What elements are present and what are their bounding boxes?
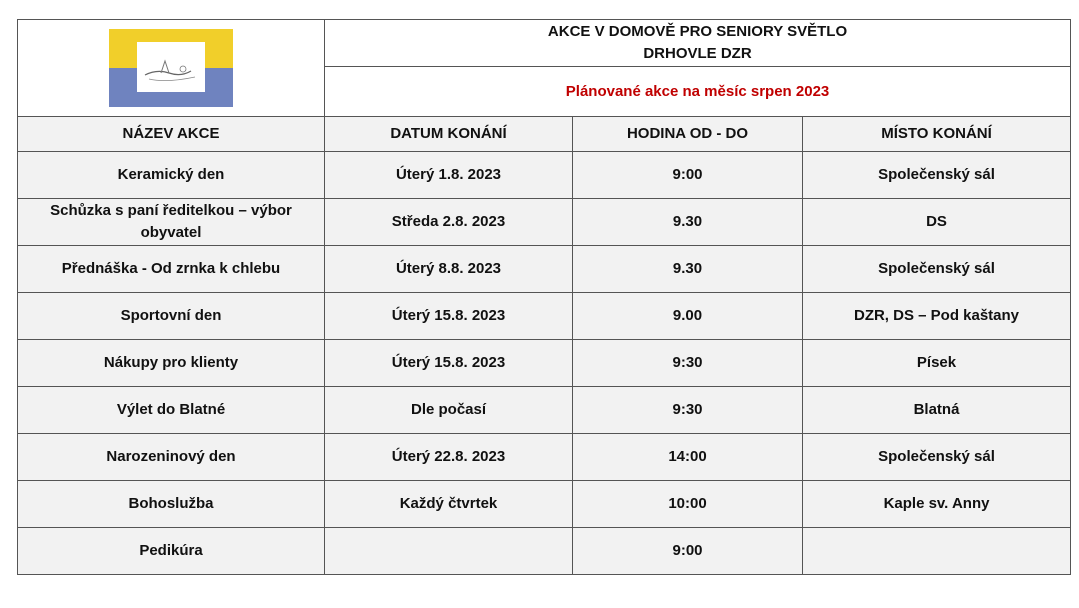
column-header-time: HODINA OD - DO [573, 117, 803, 152]
column-header-name: NÁZEV AKCE [18, 117, 325, 152]
event-name: Nákupy pro klienty [18, 340, 325, 387]
table-row [18, 434, 1071, 481]
event-place [803, 528, 1071, 575]
table-row [18, 340, 1071, 387]
event-date: Úterý 15.8. 2023 [325, 293, 573, 340]
event-name: Přednáška - Od zrnka k chlebu [18, 246, 325, 293]
event-time: 14:00 [573, 434, 803, 481]
event-date: Středa 2.8. 2023 [325, 199, 573, 246]
event-time: 10:00 [573, 481, 803, 528]
event-time: 9:30 [573, 340, 803, 387]
event-name: Pedikúra [18, 528, 325, 575]
table-row [18, 246, 1071, 293]
event-time: 9:30 [573, 387, 803, 434]
event-date: Dle počasí [325, 387, 573, 434]
logo-cell [18, 20, 325, 117]
table-row [18, 387, 1071, 434]
event-date: Úterý 22.8. 2023 [325, 434, 573, 481]
event-time: 9.30 [573, 246, 803, 293]
page-title-line2: DRHOVLE DZR [643, 45, 752, 63]
header-row [18, 117, 1071, 152]
event-place: Společenský sál [803, 152, 1071, 199]
table-row [18, 528, 1071, 575]
events-table [17, 19, 1071, 575]
event-date: Úterý 1.8. 2023 [325, 152, 573, 199]
event-place: Společenský sál [803, 434, 1071, 481]
event-name: Sportovní den [18, 293, 325, 340]
event-date: Úterý 8.8. 2023 [325, 246, 573, 293]
event-name: Bohoslužba [18, 481, 325, 528]
event-date: Každý čtvrtek [325, 481, 573, 528]
page-title-line1: AKCE V DOMOVĚ PRO SENIORY SVĚTLO [547, 23, 848, 41]
event-name: Schůzka s paní ředitelkou – výbor obyvatel [18, 199, 325, 246]
page-subtitle: Plánované akce na měsíc srpen 2023 [325, 67, 1071, 117]
column-header-date: DATUM KONÁNÍ [325, 117, 573, 152]
table-row [18, 293, 1071, 340]
event-name: Výlet do Blatné [18, 387, 325, 434]
table-row [18, 481, 1071, 528]
event-name: Narozeninový den [18, 434, 325, 481]
event-time: 9.00 [573, 293, 803, 340]
event-place: DS [803, 199, 1071, 246]
title-cell [325, 20, 1071, 67]
event-time: 9:00 [573, 528, 803, 575]
event-time: 9:00 [573, 152, 803, 199]
table-row [18, 199, 1071, 246]
event-date [325, 528, 573, 575]
event-place: DZR, DS – Pod kaštany [803, 293, 1071, 340]
event-place: Blatná [803, 387, 1071, 434]
event-place: Písek [803, 340, 1071, 387]
event-place: Kaple sv. Anny [803, 481, 1071, 528]
event-date: Úterý 15.8. 2023 [325, 340, 573, 387]
event-name: Keramický den [18, 152, 325, 199]
events-sheet [17, 19, 1070, 575]
event-time: 9.30 [573, 199, 803, 246]
logo-flag-icon [109, 29, 233, 107]
column-header-place: MÍSTO KONÁNÍ [803, 117, 1071, 152]
table-row [18, 152, 1071, 199]
event-place: Společenský sál [803, 246, 1071, 293]
